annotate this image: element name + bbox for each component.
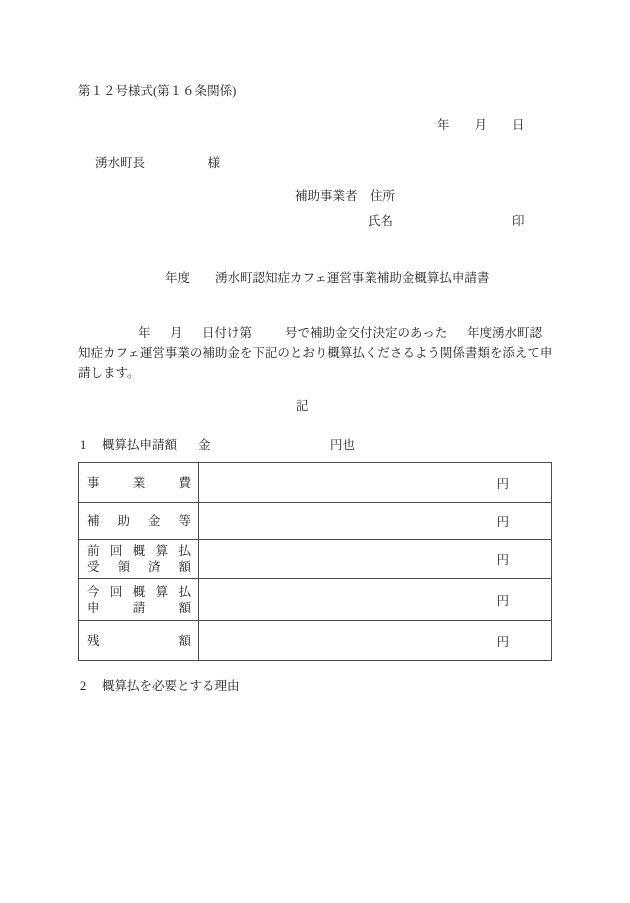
body-line-2: 知症カフェ運営事業の補助金を下記のとおり概算払くださるよう関係書類を添えて申: [78, 346, 553, 360]
row-value: 円: [496, 634, 509, 649]
section1-label: 概算払申請額: [102, 438, 178, 452]
row-label: [79, 540, 199, 578]
table-row-previous-payment: [79, 540, 551, 579]
row-value: 円: [496, 515, 509, 529]
date-line: 年 月 日: [437, 118, 525, 132]
form-number: 第１２号様式(第１６条関係): [78, 84, 237, 98]
body-line-3: 請します。: [78, 366, 140, 380]
body-line1-seg-fiscal: 年度湧水町認: [467, 326, 543, 340]
amount-suffix: 円也: [330, 438, 356, 452]
row-value: 円: [496, 476, 509, 491]
row-label-line: 事業費: [87, 475, 191, 490]
table-row-balance: [79, 621, 551, 660]
section1-number: 1: [80, 438, 87, 452]
body-line1-seg-decision: 号で補助金交付決定のあった: [285, 326, 448, 340]
row-label-line: 申請額: [87, 600, 191, 615]
row-label-line: 補助金等: [87, 514, 191, 528]
row-label-line: 前回概算払: [87, 544, 191, 558]
payment-table: [78, 462, 552, 661]
applicant-name-label: 氏名: [368, 214, 394, 228]
seal-label: 印: [512, 214, 525, 228]
body-line1-seg-year: 年: [138, 326, 151, 340]
row-label: [79, 463, 199, 502]
table-row-subsidy: [79, 503, 551, 540]
body-line1-seg-month: 月: [170, 326, 183, 340]
body-line1-seg-day-no: 日付け第: [202, 326, 253, 340]
amount-prefix: 金: [198, 438, 211, 452]
note-heading: 記: [296, 399, 309, 413]
row-label-line: 受領済額: [87, 560, 191, 574]
applicant-address-line: 補助事業者 住所: [295, 189, 396, 203]
section2-label: 概算払を必要とする理由: [102, 679, 240, 693]
row-label-line: 今回概算払: [87, 584, 191, 599]
table-row-current-request: [79, 579, 551, 621]
row-label: [79, 503, 199, 539]
addressee-line: 湧水町長 様: [95, 156, 221, 170]
row-label: [79, 621, 199, 660]
table-row-project-cost: [79, 463, 551, 503]
row-value: 円: [496, 593, 509, 608]
document-title: 年度 湧水町認知症カフェ運営事業補助金概算払申請書: [165, 271, 490, 285]
row-label: [79, 579, 199, 620]
row-value: 円: [496, 553, 509, 567]
section2-number: 2: [80, 679, 87, 693]
row-label-line: 残額: [87, 633, 191, 648]
